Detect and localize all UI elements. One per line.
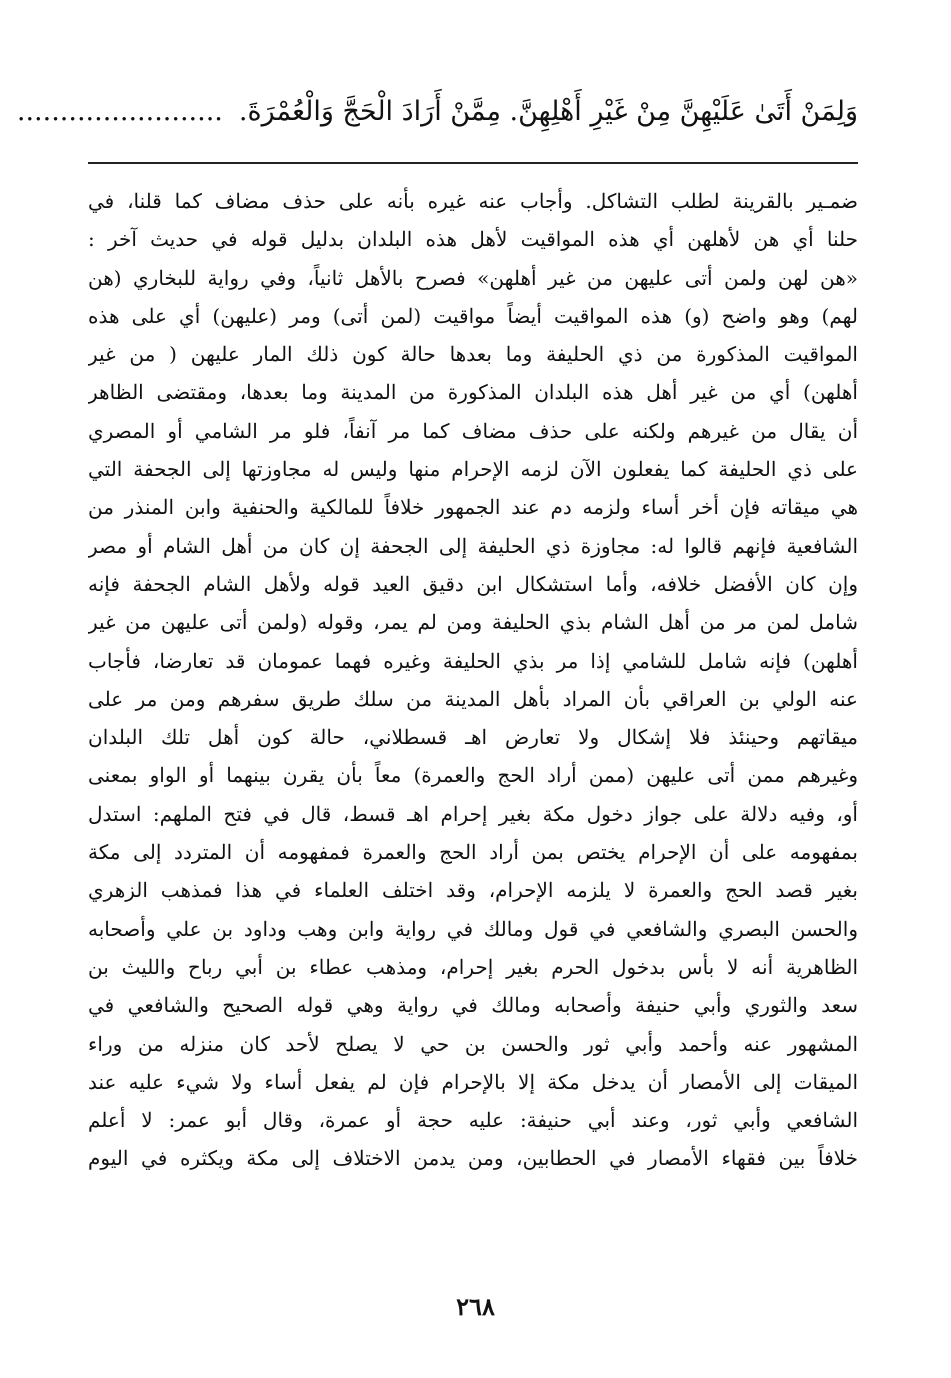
text-line: الشافعية فإنهم قالوا له: مجاوزة ذي الحليفة إلى الجحفة إن كان من أهل الشام أو مصر bbox=[88, 533, 858, 558]
text-line: على ذي الحليفة كما يفعلون الآن لزمه الإحرام منها وليس له مجاوزتها إلى الجحفة التي bbox=[88, 457, 858, 482]
text-line: المشهور عنه وأحمد وأبي ثور والحسن بن حي لا يصلح لأحد كان منزله من وراء bbox=[88, 1031, 858, 1056]
text-line: سعد والثوري وأبي حنيفة وأصحابه ومالك في رواية وهي قوله الصحيح والشافعي في bbox=[88, 993, 858, 1018]
text-line: أو، وفيه دلالة على جواز دخول مكة بغير إحرام اهـ قسط، قال في فتح الملهم: استدل bbox=[88, 801, 858, 826]
text-line: أهلهن) أي من غير أهل هذه البلدان المذكورة من المدينة وما بعدها، ومقتضى الظاهر bbox=[88, 380, 858, 405]
text-line: عنه الولي بن العراقي بأن المراد بأهل المدينة من سلك طريق سفرهم ومن مر على bbox=[88, 686, 858, 711]
text-line: لهم) وهو واضح (و) هذه المواقيت أيضاً مواقيت (لمن أتى) ومر (عليهن) أي على هذه bbox=[88, 303, 858, 328]
text-line: المواقيت المذكورة من ذي الحليفة وما بعدها حالة كون ذلك المار عليهن ( من غير bbox=[88, 342, 858, 367]
text-line: خلافاً بين فقهاء الأمصار في الحطابين، ومن يدمن الاختلاف إلى مكة ويكثره في اليوم bbox=[88, 1146, 858, 1171]
text-line: أهلهن) فإنه شامل للشامي إذا مر بذي الحليفة وغيره فهما عمومان قد تعارضا، فأجاب bbox=[88, 648, 858, 673]
text-line: وغيرهم ممن أتى عليهن (ممن أراد الحج والعمرة) معاً بأن يقرن بينهما أو الواو بمعنى bbox=[88, 763, 858, 788]
commentary-body bbox=[88, 182, 858, 1178]
text-line: هي ميقاته فإن أخر أساء ولزمه دم عند الجمهور خلافاً للمالكية والحنفية وابن المنذر من bbox=[88, 495, 858, 520]
text-line: ضمـير بالقرينة لطلب التشاكل. وأجاب عنه غيره بأنه على حذف مضاف كما قلنا، في bbox=[88, 189, 858, 213]
text-line: بمفهومه على أن الإحرام يختص بمن أراد الحج والعمرة فمفهومه أن المتردد إلى مكة bbox=[88, 840, 858, 865]
text-line: وإن كان الأفضل خلافه، وأما استشكال ابن دقيق العيد قوله ولأهل الشام الجحفة فإنه bbox=[88, 571, 858, 596]
page-number: ٢٦٨ bbox=[456, 1292, 495, 1321]
text-line: حلنا أي هن لأهلهن أي هذه المواقيت لأهل هذه البلدان بدليل قوله في حديث آخر : bbox=[88, 227, 858, 252]
text-line: الميقات إلى الأمصار أن يدخل مكة إلا بالإحرام فإن لم يفعل أساء ولا شيء عليه عند bbox=[88, 1069, 858, 1094]
matn-header bbox=[16, 92, 858, 132]
matn-text: وَلِمَنْ أَتَىٰ عَلَيْهِنَّ مِنْ غَيْرِ أَهْلِهِنَّ. مِمَّنْ أَرَادَ الْحَجَّ وَالْعُمْرَةَ. bbox=[238, 96, 858, 127]
text-line: بغير قصد الحج والعمرة لا يلزمه الإحرام، وقد اختلف العلماء في هذا فمذهب الزهري bbox=[88, 878, 858, 903]
text-line: الظاهرية أنه لا بأس بدخول الحرم بغير إحرام، ومذهب عطاء بن أبي رباح والليث بن bbox=[88, 954, 858, 979]
text-line: أن يقال من غيرهم ولكنه على حذف مضاف كما مر آنفاً، فلو مر الشامي أو المصري bbox=[88, 418, 858, 443]
text-line: ميقاتهم وحينئذ فلا إشكال ولا تعارض اهـ قسطلاني، حالة كون أهل تلك البلدان bbox=[88, 725, 858, 750]
text-line: شامل لمن مر من أهل الشام بذي الحليفة ومن لم يمر، وقوله (ولمن أتى عليهن من غير bbox=[88, 610, 858, 635]
text-line: «هن لهن ولمن أتى عليهن من غير أهلهن» فصرح بالأهل ثانياً، وفي رواية للبخاري (هن bbox=[88, 265, 858, 290]
text-line: والحسن البصري والشافعي في قول ومالك في رواية وابن وهب وداود بن علي وأصحابه bbox=[88, 916, 858, 941]
matn-continuation-dots: ........................ bbox=[16, 96, 223, 127]
text-line: الشافعي وأبي ثور، وعند أبي حنيفة: عليه حجة أو عمرة، وقال أبو عمر: لا أعلم bbox=[88, 1108, 858, 1133]
separator-rule bbox=[88, 162, 858, 164]
